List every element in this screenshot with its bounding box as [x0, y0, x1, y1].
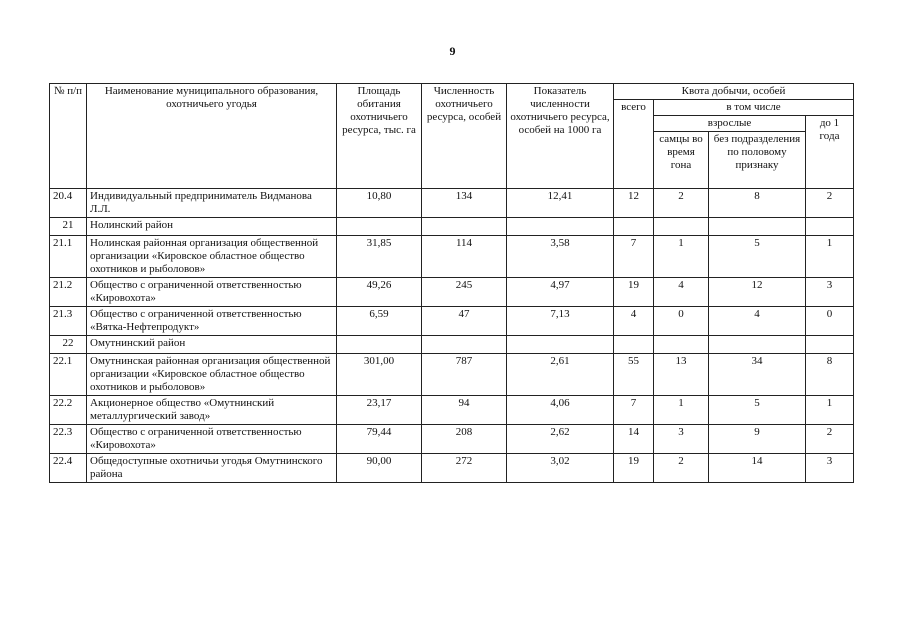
row-name: Общество с ограниченной ответственностью «Кировохота»	[87, 278, 337, 307]
row-area: 90,00	[337, 454, 422, 483]
row-area: 79,44	[337, 425, 422, 454]
row-area: 6,59	[337, 307, 422, 336]
row-num: 20.4	[50, 189, 87, 218]
row-count: 94	[422, 396, 507, 425]
row-under1: 3	[806, 454, 854, 483]
empty-cell	[806, 218, 854, 236]
empty-cell	[507, 336, 614, 354]
header-num: № п/п	[50, 84, 87, 189]
district-name: Нолинский район	[87, 218, 337, 236]
empty-cell	[654, 218, 709, 236]
row-count: 245	[422, 278, 507, 307]
empty-cell	[709, 218, 806, 236]
header-males: самцы во время гона	[654, 132, 709, 189]
table-header	[50, 84, 854, 189]
table-body	[50, 189, 854, 483]
row-name: Акционерное общество «Омутнинский металлургический завод»	[87, 396, 337, 425]
row-males: 13	[654, 354, 709, 396]
row-nosex: 4	[709, 307, 806, 336]
empty-cell	[422, 218, 507, 236]
table-row	[50, 307, 854, 336]
row-area: 49,26	[337, 278, 422, 307]
district-num: 21	[50, 218, 87, 236]
row-count: 134	[422, 189, 507, 218]
row-name: Общество с ограниченной ответственностью «Кировохота»	[87, 425, 337, 454]
row-under1: 3	[806, 278, 854, 307]
row-under1: 1	[806, 396, 854, 425]
empty-cell	[654, 336, 709, 354]
empty-cell	[614, 336, 654, 354]
row-nosex: 14	[709, 454, 806, 483]
header-total: всего	[614, 100, 654, 189]
empty-cell	[337, 336, 422, 354]
header-density: Показатель численности охотничьего ресурса, особей на 1000 га	[507, 84, 614, 189]
row-nosex: 34	[709, 354, 806, 396]
district-num: 22	[50, 336, 87, 354]
row-total: 19	[614, 454, 654, 483]
empty-cell	[614, 218, 654, 236]
district-row	[50, 218, 854, 236]
row-count: 208	[422, 425, 507, 454]
row-total: 55	[614, 354, 654, 396]
table-row	[50, 236, 854, 278]
header-under1: до 1 года	[806, 116, 854, 189]
row-total: 14	[614, 425, 654, 454]
quota-table	[49, 83, 854, 483]
row-nosex: 8	[709, 189, 806, 218]
row-name: Индивидуальный предприниматель Видманова Л.Л.	[87, 189, 337, 218]
row-under1: 2	[806, 189, 854, 218]
table-row	[50, 454, 854, 483]
row-area: 23,17	[337, 396, 422, 425]
table-row	[50, 189, 854, 218]
district-row	[50, 336, 854, 354]
table-row	[50, 425, 854, 454]
row-area: 10,80	[337, 189, 422, 218]
row-density: 2,61	[507, 354, 614, 396]
header-nosex: без подразделения по половому признаку	[709, 132, 806, 189]
row-nosex: 5	[709, 236, 806, 278]
row-males: 1	[654, 236, 709, 278]
row-under1: 2	[806, 425, 854, 454]
row-count: 787	[422, 354, 507, 396]
empty-cell	[337, 218, 422, 236]
row-nosex: 5	[709, 396, 806, 425]
empty-cell	[709, 336, 806, 354]
header-name: Наименование муниципального образования, охотничьего угодья	[87, 84, 337, 189]
row-count: 47	[422, 307, 507, 336]
row-density: 12,41	[507, 189, 614, 218]
empty-cell	[806, 336, 854, 354]
header-count: Численность охотничьего ресурса, особей	[422, 84, 507, 189]
row-under1: 1	[806, 236, 854, 278]
row-area: 31,85	[337, 236, 422, 278]
row-num: 22.3	[50, 425, 87, 454]
row-total: 19	[614, 278, 654, 307]
header-including: в том числе	[654, 100, 854, 116]
row-num: 21.1	[50, 236, 87, 278]
row-count: 114	[422, 236, 507, 278]
row-total: 7	[614, 236, 654, 278]
row-num: 22.4	[50, 454, 87, 483]
row-males: 3	[654, 425, 709, 454]
header-adults: взрослые	[654, 116, 806, 132]
empty-cell	[422, 336, 507, 354]
row-count: 272	[422, 454, 507, 483]
row-num: 22.2	[50, 396, 87, 425]
row-males: 4	[654, 278, 709, 307]
row-num: 21.2	[50, 278, 87, 307]
row-num: 21.3	[50, 307, 87, 336]
row-area: 301,00	[337, 354, 422, 396]
table-row	[50, 354, 854, 396]
row-name: Общедоступные охотничьи угодья Омутнинского района	[87, 454, 337, 483]
row-total: 4	[614, 307, 654, 336]
row-total: 12	[614, 189, 654, 218]
row-density: 3,58	[507, 236, 614, 278]
row-males: 1	[654, 396, 709, 425]
district-name: Омутнинский район	[87, 336, 337, 354]
page-number: 9	[449, 44, 456, 58]
header-quota: Квота добычи, особей	[614, 84, 854, 100]
row-name: Омутнинская районная организация общественной организации «Кировское областное общество охотников и рыболовов»	[87, 354, 337, 396]
row-under1: 0	[806, 307, 854, 336]
row-males: 2	[654, 454, 709, 483]
row-name: Нолинская районная организация общественной организации «Кировское областное общество охотников и рыболовов»	[87, 236, 337, 278]
row-males: 0	[654, 307, 709, 336]
header-area: Площадь обитания охотничьего ресурса, тыс. га	[337, 84, 422, 189]
row-density: 3,02	[507, 454, 614, 483]
row-total: 7	[614, 396, 654, 425]
row-nosex: 12	[709, 278, 806, 307]
table-row	[50, 278, 854, 307]
empty-cell	[507, 218, 614, 236]
row-males: 2	[654, 189, 709, 218]
row-density: 4,06	[507, 396, 614, 425]
row-density: 7,13	[507, 307, 614, 336]
row-num: 22.1	[50, 354, 87, 396]
row-density: 2,62	[507, 425, 614, 454]
row-under1: 8	[806, 354, 854, 396]
row-name: Общество с ограниченной ответственностью «Вятка-Нефтепродукт»	[87, 307, 337, 336]
row-nosex: 9	[709, 425, 806, 454]
table-row	[50, 396, 854, 425]
row-density: 4,97	[507, 278, 614, 307]
